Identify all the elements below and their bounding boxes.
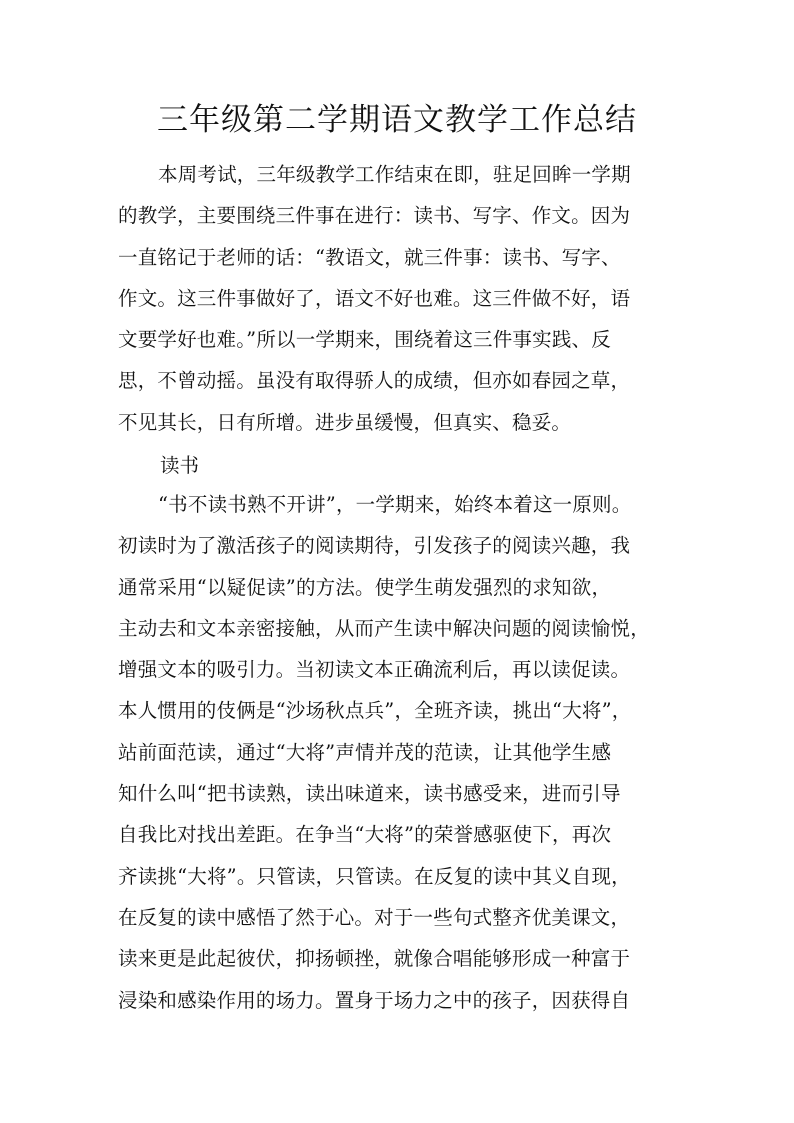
- reading-paragraph: [118, 484, 678, 1021]
- paragraph-line: 思，不曾动摇。虽没有取得骄人的成绩，但亦如春园之草，: [118, 369, 631, 393]
- paragraph-line: 通常采用“以疑促读”的方法。使学生萌发强烈的求知欲，: [118, 575, 612, 599]
- paragraph-line: 增强文本的吸引力。当初读文本正确流利后，再以读促读。: [118, 658, 631, 682]
- paragraph-line: 初读时为了激活孩子的阅读期待，引发孩子的阅读兴趣，我: [118, 534, 631, 558]
- paragraph-line: 作文。这三件事做好了，语文不好也难。这三件做不好，语: [118, 286, 631, 310]
- paragraph-line: 自我比对找出差距。在争当“大将”的荣誉感驱使下，再次: [118, 823, 612, 847]
- paragraph-line: 知什么叫“把书读熟，读出味道来，读书感受来，进而引导: [118, 782, 621, 806]
- paragraph-line: 在反复的读中感悟了然于心。对于一些句式整齐优美课文，: [118, 905, 631, 929]
- paragraph-line: 浸染和感染作用的场力。置身于场力之中的孩子，因获得自: [118, 988, 631, 1012]
- paragraph-line: 一直铭记于老师的话：“教语文，就三件事：读书、写字、: [118, 245, 621, 269]
- section-heading-reading: 读书: [160, 454, 200, 477]
- paragraph-line: 主动去和文本亲密接触，从而产生读中解决问题的阅读愉悦，: [118, 616, 650, 640]
- paragraph-line: 本周考试，三年级教学工作结束在即，驻足回眸一学期: [158, 163, 631, 186]
- paragraph-line: 齐读挑“大将”。只管读，只管读。在反复的读中其义自现，: [118, 864, 631, 888]
- paragraph-line: 文要学好也难。”所以一学期来，围绕着这三件事实践、反: [118, 328, 611, 352]
- document-title: 三年级第二学期语文教学工作总结: [157, 102, 637, 138]
- paragraph-line: “书不读书熟不开讲”，一学期来，始终本着这一原则。: [158, 493, 632, 516]
- paragraph-line: 不见其长，日有所增。进步虽缓慢，但真实、稳妥。: [118, 410, 572, 434]
- paragraph-line: 站前面范读，通过“大将”声情并茂的范读，让其他学生感: [118, 740, 612, 764]
- paragraph-line: 的教学，主要围绕三件事在进行：读书、写字、作文。因为: [118, 204, 631, 228]
- intro-paragraph: [118, 154, 678, 443]
- paragraph-line: 本人惯用的伎俩是“沙场秋点兵”，全班齐读，挑出“大将”，: [118, 699, 632, 723]
- paragraph-line: 读来更是此起彼伏，抑扬顿挫，就像合唱能够形成一种富于: [118, 947, 631, 971]
